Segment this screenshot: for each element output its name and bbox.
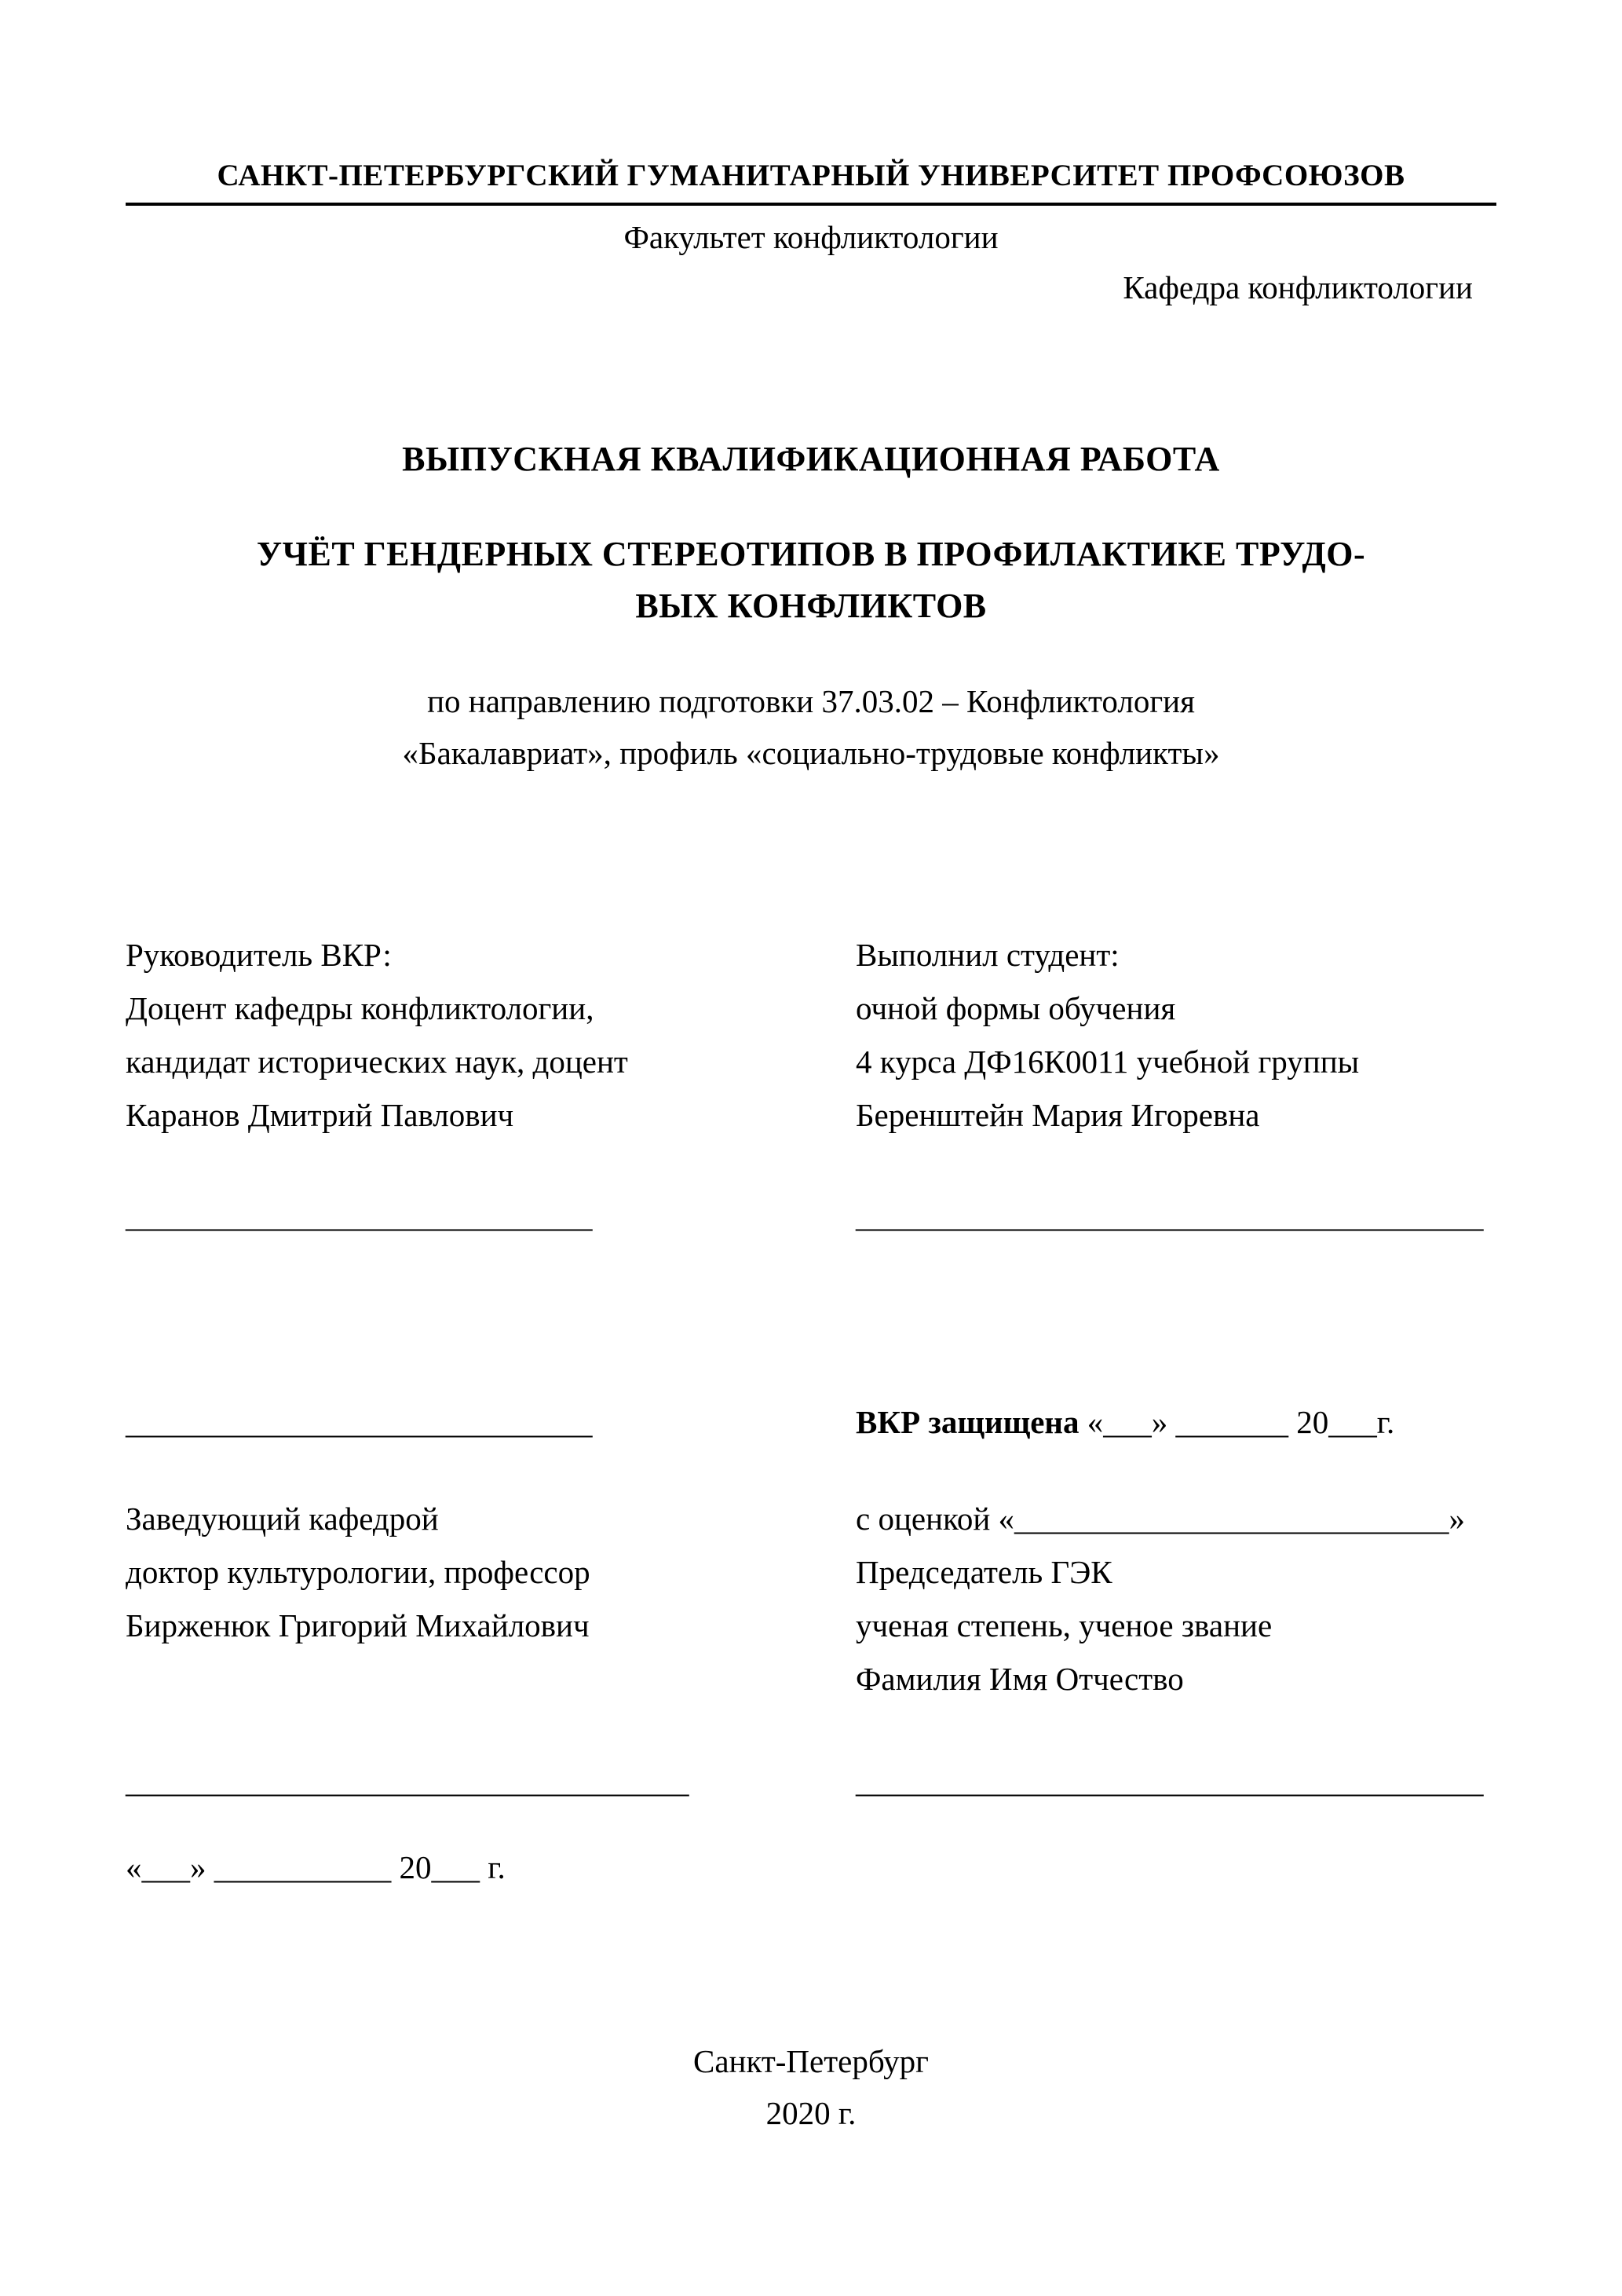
direction-line-1: по направлению подготовки 37.03.02 – Конфликтология — [427, 683, 1195, 719]
faculty-name: Факультет конфликтологии — [623, 219, 999, 255]
topic-line-1: УЧЁТ ГЕНДЕРНЫХ СТЕРЕОТИПОВ В ПРОФИЛАКТИКЕ ТРУДО- — [256, 535, 1366, 573]
city-name: Санкт-Петербург — [693, 2043, 929, 2079]
student-name: Беренштейн Мария Игоревна — [856, 1097, 1260, 1133]
grade-blank-line: с оценкой «___________________________» — [856, 1501, 1466, 1537]
date-blank-line: «___» ___________ 20___ г. — [126, 1849, 506, 1885]
university-name: САНКТ-ПЕТЕРБУРГСКИЙ ГУМАНИТАРНЫЙ УНИВЕРСИТЕТ ПРОФСОЮЗОВ — [126, 157, 1496, 206]
department-head-signature-line: ___________________________________ — [126, 1763, 689, 1799]
department-name: Кафедра конфликтологии — [1123, 269, 1473, 305]
department-head-degree-line: доктор культурологии, профессор — [126, 1554, 590, 1590]
date-row — [126, 1841, 1496, 1894]
supervisor-column — [126, 928, 856, 1142]
defense-date-line — [856, 1395, 1496, 1449]
head-signature-line: _____________________________ — [126, 1404, 593, 1440]
department-head-name: Бирженюк Григорий Михайлович — [126, 1607, 590, 1643]
supervisor-name: Каранов Дмитрий Павлович — [126, 1097, 514, 1133]
gek-column — [856, 1492, 1496, 1706]
student-group-line: 4 курса ДФ16К0011 учебной группы — [856, 1044, 1360, 1080]
direction-line-2: «Бакалавриат», профиль «социально-трудовые конфликты» — [402, 735, 1220, 771]
signature-row-1 — [126, 1189, 1496, 1242]
student-column — [856, 928, 1496, 1142]
department-head-label: Заведующий кафедрой — [126, 1501, 439, 1537]
department-head-block — [126, 1492, 1496, 1706]
student-signature-line: _______________________________________ — [856, 1197, 1484, 1234]
student-label: Выполнил студент: — [856, 937, 1120, 973]
supervisor-position-line: Доцент кафедры конфликтологии, — [126, 990, 594, 1026]
gek-chair-label: Председатель ГЭК — [856, 1554, 1112, 1590]
defense-row — [126, 1395, 1496, 1449]
gek-chair-signature-line: _______________________________________ — [856, 1763, 1484, 1799]
supervisor-student-block — [126, 928, 1496, 1142]
department-head-column — [126, 1492, 856, 1652]
supervisor-degree-line: кандидат исторических наук, доцент — [126, 1044, 628, 1080]
gek-degree-line: ученая степень, ученое звание — [856, 1607, 1273, 1643]
year-line: 2020 г. — [765, 2095, 857, 2131]
gek-name-placeholder: Фамилия Имя Отчество — [856, 1661, 1184, 1697]
study-direction — [126, 675, 1496, 779]
supervisor-label: Руководитель ВКР: — [126, 937, 392, 973]
topic-line-2: ВЫХ КОНФЛИКТОВ — [635, 587, 987, 625]
signature-row-2 — [126, 1754, 1496, 1808]
student-study-form: очной формы обучения — [856, 990, 1176, 1026]
supervisor-signature-line: _____________________________ — [126, 1197, 593, 1234]
thesis-topic-title — [126, 528, 1496, 632]
defense-label: ВКР защищена — [856, 1404, 1080, 1440]
footer — [126, 2035, 1496, 2139]
work-type-title: ВЫПУСКНАЯ КВАЛИФИКАЦИОННАЯ РАБОТА — [402, 440, 1220, 478]
defense-date-blanks: «___» _______ 20___г. — [1079, 1404, 1395, 1440]
